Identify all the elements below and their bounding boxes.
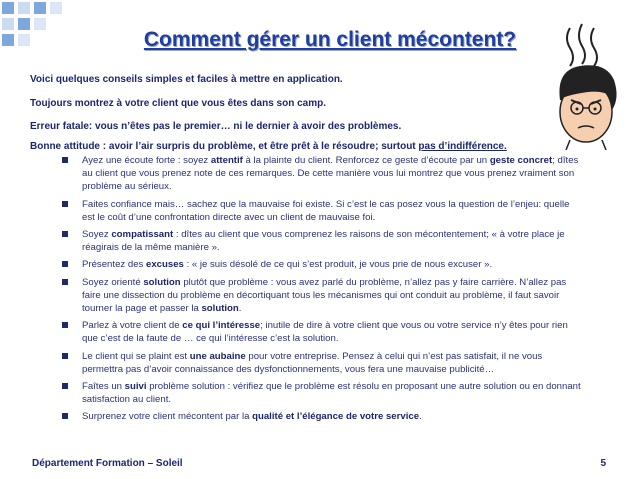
advice-emphasis: geste concret [489,155,553,166]
advice-item [62,228,582,254]
advice-emphasis: attentif [210,155,243,166]
advice-emphasis: excuses [146,259,184,271]
advice-emphasis: solution [201,303,239,315]
advice-emphasis: qualité et l’élégance de votre service [252,411,420,423]
square-bullet-icon [62,279,68,285]
attitude-highlight: pas d’indifférence. [418,141,507,152]
advice-text: Faîtes un [82,381,125,393]
attitude-text: Bonne attitude : avoir l’air surpris du problème, et être prêt à le résoudre; surtout [30,141,419,152]
advice-text: ; inutile de dire à votre client que vous ou votre service n’y êtes pour rien que c’est de la faute de … ce qui l’intéresse c’est la solution. [82,320,568,345]
advice-emphasis: compatissant [111,229,174,241]
advice-item [62,276,582,316]
advice-emphasis: solution [143,276,181,288]
advice-item [62,319,582,345]
advice-emphasis: suivi [124,381,147,393]
advice-item [62,198,582,224]
advice-emphasis: ce qui l’intéresse [182,320,261,332]
advice-text: Parlez à votre client de [82,320,183,332]
advice-item [62,410,582,423]
square-bullet-icon [62,353,68,359]
advice-text: Ayez une écoute forte : soyez [82,155,211,166]
intro-line-2: Toujours montrez à votre client que vous êtes dans son camp. [30,98,326,109]
advice-text: Soyez orienté [82,276,144,288]
advice-item [62,258,582,271]
advice-text: : « je suis désolé de ce qui s’est produit, je vous prie de nous excuser ». [183,259,493,271]
advice-list [62,154,582,428]
advice-text: Faites confiance mais… sachez que la mauvaise foi existe. Si c’est le cas posez vous la question de l’enjeu: quelle est le coût d’une confrontation directe avec un client de mauvaise foi. [82,198,570,223]
advice-text: pour votre entreprise. Pensez à celui qui n’est pas satisfait, il ne vous permettra pas d’avoir connaissance des dysfonctionnements, vous fera une mauvaise publicité… [82,350,543,375]
square-bullet-icon [62,383,68,389]
square-bullet-icon [62,201,68,207]
advice-text: Le client qui se plaint est [82,350,190,362]
advice-text: Présentez des [82,259,146,271]
decorative-squares [0,0,80,48]
advice-text: . [419,411,422,423]
advice-text: à la plainte du client. Renforcez ce geste d’écoute par un [242,155,490,166]
advice-text: Surprenez votre client mécontent par la [82,411,253,423]
page-number: 5 [600,458,606,469]
attitude-line [30,141,507,152]
advice-item [62,380,582,406]
advice-emphasis: une aubaine [189,350,246,362]
advice-text: Soyez [82,229,112,241]
advice-text: ; dîtes au client que vous prenez note de ces remarques. De cette manière vous lui montrez que vous prenez vraiment son problème au sérieux. [82,155,579,193]
advice-text: problème solution : vérifiez que le problème est résolu en proposant une autre solution ou en donnant satisfaction au client. [82,381,581,406]
square-bullet-icon [62,157,68,163]
advice-item [62,350,582,376]
advice-text: plutôt que problème : vous avez parlé du problème, n’allez pas y faire carrière. N’allez pas faire une dissection du problème en décortiquant tous les mécanismes qui ont conduit au problème, il faut savoir tourner la page et passer la [82,276,567,315]
advice-text: . [238,303,242,315]
advice-item [62,154,582,194]
footer-department: Département Formation – Soleil [32,458,183,469]
intro-line-1: Voici quelques conseils simples et faciles à mettre en application. [30,74,343,85]
square-bullet-icon [62,231,68,237]
intro-line-3: Erreur fatale: vous n’êtes pas le premier… ni le dernier à avoir des problèmes. [30,121,402,132]
square-bullet-icon [62,261,68,267]
square-bullet-icon [62,413,68,419]
angry-man-illustration [548,20,628,150]
slide-title: Comment gérer un client mécontent? [143,28,517,51]
advice-text: : dîtes au client que vous comprenez les raisons de son mécontentement; « à votre place je réagirais de la même manière ». [82,229,565,254]
square-bullet-icon [62,322,68,328]
